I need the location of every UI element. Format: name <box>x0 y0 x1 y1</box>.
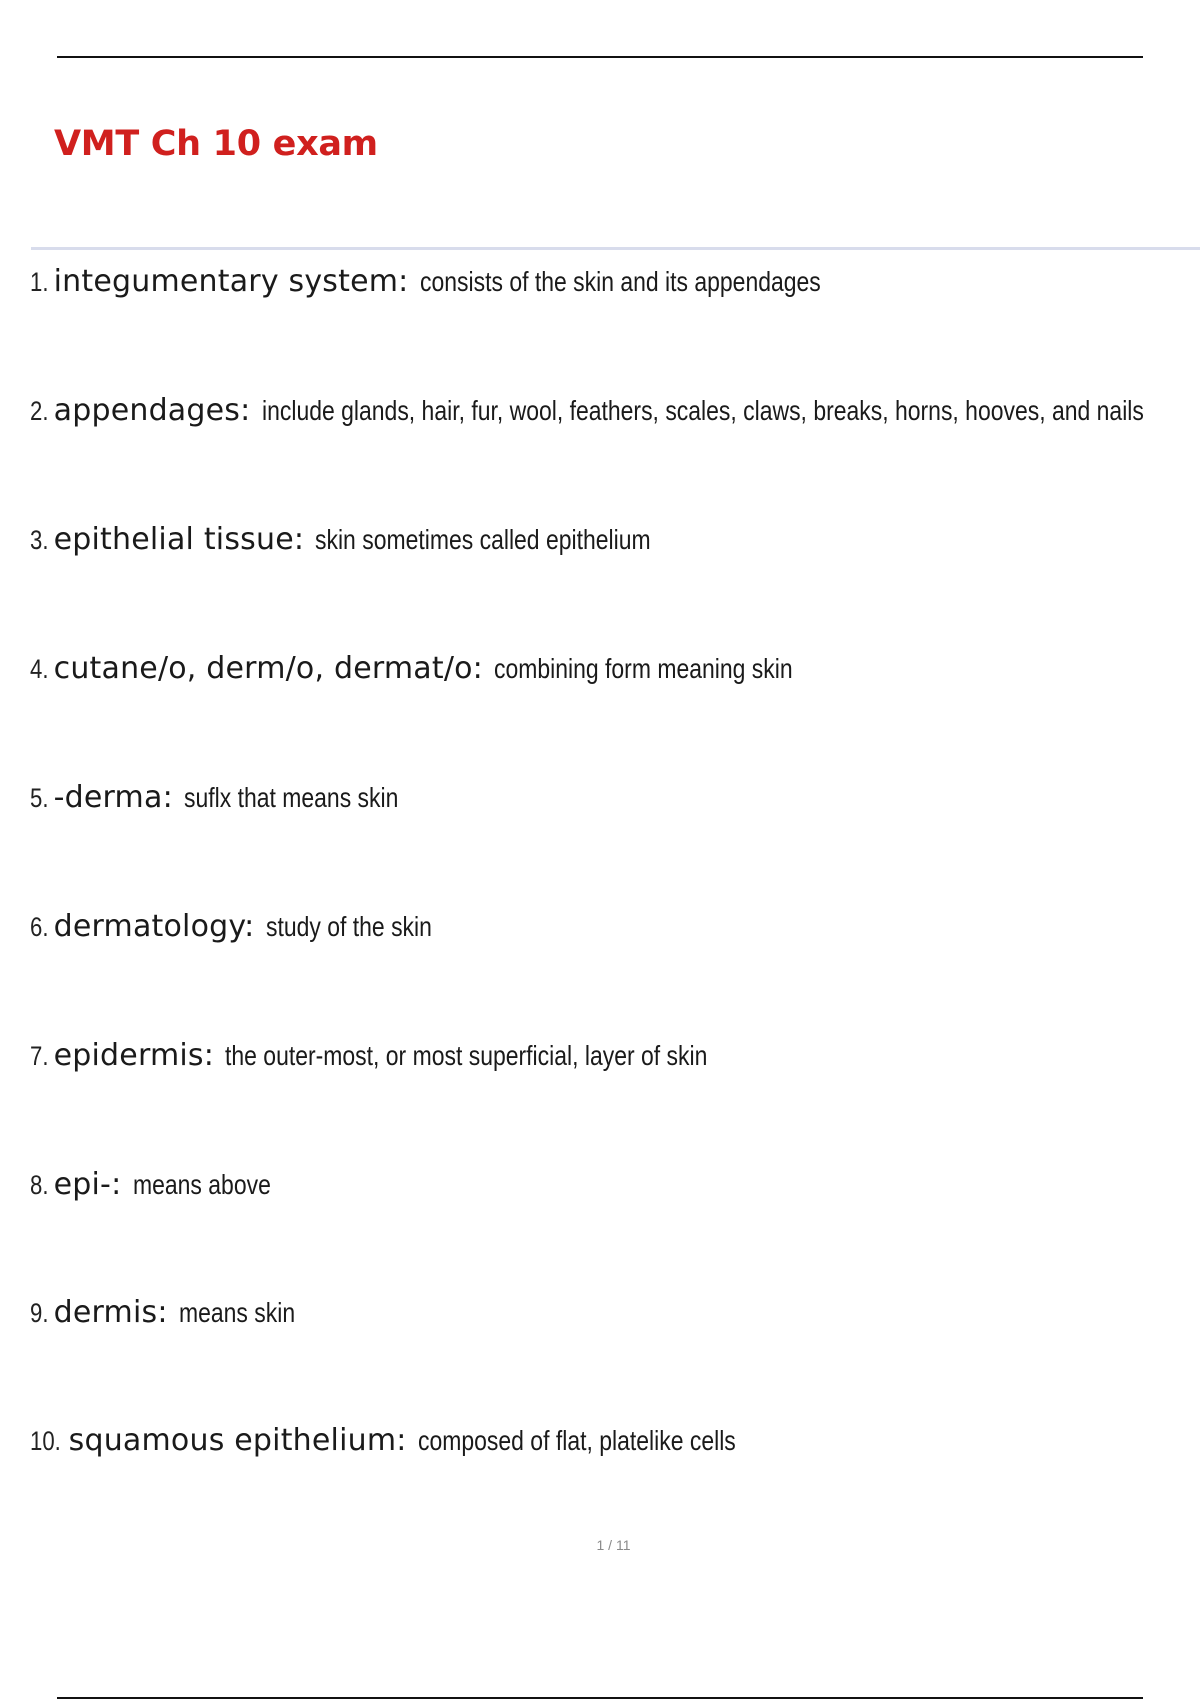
term-item <box>30 1035 1200 1164</box>
term-word: appendages: <box>53 393 251 428</box>
term-number: 7. <box>30 1041 49 1071</box>
term-item <box>30 906 1200 1035</box>
term-item <box>30 390 1200 519</box>
term-definition: suflx that means skin <box>183 782 399 813</box>
term-word: dermatology: <box>53 909 255 944</box>
term-word: epithelial tissue: <box>53 522 305 557</box>
term-number: 10. <box>30 1426 61 1456</box>
term-definition: include glands, hair, fur, wool, feathers, scales, claws, breaks, horns, hooves, and nails <box>261 395 1144 426</box>
term-definition: means skin <box>178 1297 295 1328</box>
term-item <box>30 1292 1200 1420</box>
term-word: epi-: <box>53 1167 122 1202</box>
term-definition: combining form meaning skin <box>494 653 793 684</box>
term-item <box>30 261 1200 390</box>
term-definition: study of the skin <box>265 911 432 942</box>
page-top-rule <box>57 56 1143 58</box>
term-item <box>30 648 1200 777</box>
page-number: 1 / 11 <box>596 1537 631 1553</box>
term-number: 2. <box>30 396 49 426</box>
term-definition: skin sometimes called epithelium <box>315 524 651 555</box>
document-title: VMT Ch 10 exam <box>54 124 378 164</box>
term-definition: composed of flat, platelike cells <box>417 1425 736 1456</box>
term-number: 6. <box>30 912 49 942</box>
term-definition: means above <box>132 1169 271 1200</box>
page-bottom-rule <box>57 1697 1143 1699</box>
term-number: 4. <box>30 654 49 684</box>
term-item <box>30 519 1200 648</box>
title-divider <box>31 247 1200 250</box>
term-word: cutane/o, derm/o, dermat/o: <box>53 651 483 686</box>
term-number: 5. <box>30 783 49 813</box>
term-item <box>30 777 1200 906</box>
term-word: dermis: <box>53 1295 168 1330</box>
term-word: squamous epithelium: <box>68 1423 407 1458</box>
term-number: 8. <box>30 1170 49 1200</box>
term-definition: the outer-most, or most superficial, layer of skin <box>225 1040 708 1071</box>
term-list <box>30 261 1200 1548</box>
term-item <box>30 1420 1200 1548</box>
term-number: 3. <box>30 525 49 555</box>
term-word: integumentary system: <box>53 264 409 299</box>
term-number: 9. <box>30 1298 49 1328</box>
term-word: -derma: <box>53 780 173 815</box>
term-definition: consists of the skin and its appendages <box>419 266 821 297</box>
term-number: 1. <box>30 267 49 297</box>
term-item <box>30 1164 1200 1292</box>
term-word: epidermis: <box>53 1038 215 1073</box>
